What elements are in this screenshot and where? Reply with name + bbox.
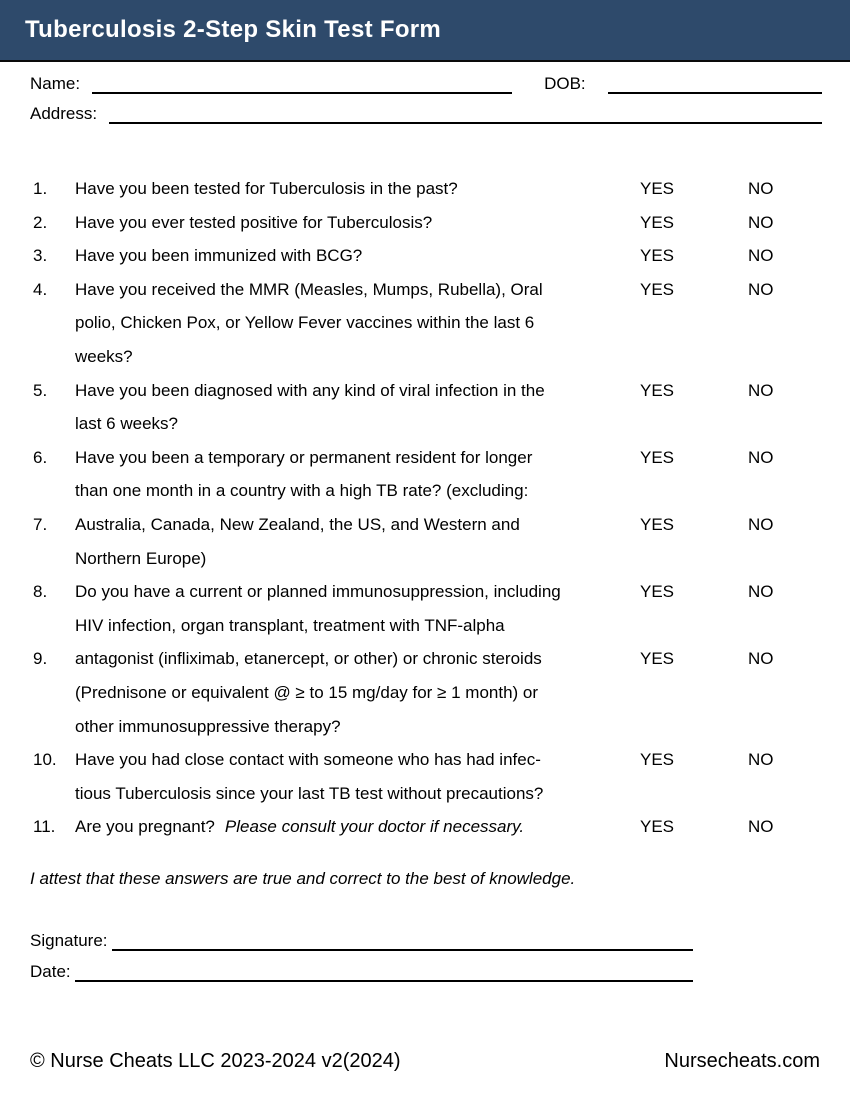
- no-option[interactable]: NO: [748, 514, 774, 534]
- question-number: 8.: [33, 582, 48, 602]
- question-row-4: [33, 273, 822, 374]
- date-input-line[interactable]: [75, 962, 693, 982]
- page-title: Tuberculosis 2-Step Skin Test Form: [25, 16, 442, 43]
- question-row-6: [33, 441, 822, 508]
- no-option[interactable]: NO: [748, 212, 774, 232]
- footer-copyright: © Nurse Cheats LLC 2023-2024 v2(2024): [30, 1050, 401, 1072]
- question-italic-note: Please consult your doctor if necessary.: [224, 817, 525, 837]
- question-row-10: [33, 743, 822, 810]
- date-label: Date:: [30, 962, 71, 981]
- question-number: 4.: [33, 279, 48, 299]
- address-field-label: Address:: [30, 104, 98, 123]
- questions-list: [0, 172, 850, 844]
- question-row-3: [33, 239, 822, 273]
- question-text: Have you been a temporary or permanent resident for longer than one month in a country with a high TB rate? (excluding:: [75, 447, 533, 501]
- name-field-label: Name:: [30, 74, 81, 93]
- question-text: Have you been tested for Tuberculosis in the past?: [75, 179, 458, 198]
- yes-option[interactable]: YES: [640, 514, 675, 534]
- address-input-line[interactable]: [109, 104, 822, 124]
- question-row-9: [33, 642, 822, 743]
- no-option[interactable]: NO: [748, 380, 774, 400]
- question-text: Are you pregnant? Please consult your doctor if necessary.: [75, 817, 525, 837]
- no-option[interactable]: NO: [748, 649, 774, 669]
- question-row-7: [33, 508, 822, 575]
- question-text: Have you received the MMR (Measles, Mumps, Rubella), Oral polio, Chicken Pox, or Yellow Fever vaccines within the last 6 weeks?: [75, 279, 543, 366]
- signature-row: [30, 922, 693, 951]
- yes-option[interactable]: YES: [640, 246, 675, 266]
- question-row-2: [33, 206, 822, 240]
- address-row: [30, 94, 822, 124]
- question-row-5: [33, 374, 822, 441]
- name-input-line[interactable]: [92, 74, 512, 94]
- yes-option[interactable]: YES: [640, 750, 675, 770]
- footer-website: Nursecheats.com: [664, 1050, 820, 1072]
- yes-option[interactable]: YES: [640, 447, 675, 467]
- question-row-8: [33, 575, 822, 642]
- question-text: Have you been diagnosed with any kind of viral infection in the last 6 weeks?: [75, 380, 545, 434]
- yes-option[interactable]: YES: [640, 212, 675, 232]
- no-option[interactable]: NO: [748, 279, 774, 299]
- attestation-text: I attest that these answers are true and correct to the best of knowledge.: [30, 869, 576, 888]
- no-option[interactable]: NO: [748, 817, 774, 837]
- yes-option[interactable]: YES: [640, 582, 675, 602]
- name-dob-row: [30, 64, 822, 94]
- yes-option[interactable]: YES: [640, 817, 675, 837]
- no-option[interactable]: NO: [748, 447, 774, 467]
- question-text: Australia, Canada, New Zealand, the US, and Western and Northern Europe): [75, 514, 520, 568]
- yes-option[interactable]: YES: [640, 179, 675, 198]
- footer: [30, 1050, 820, 1073]
- header-bar: [0, 0, 850, 62]
- question-text: antagonist (infliximab, etanercept, or other) or chronic steroids (Prednisone or equivalent @ ≥ to 15 mg/day for ≥ 1 month) or other immunosuppressive therapy?: [75, 649, 542, 736]
- question-number: 3.: [33, 246, 48, 266]
- no-option[interactable]: NO: [748, 179, 774, 198]
- patient-info-section: [30, 64, 822, 124]
- question-row-11: [33, 810, 822, 844]
- question-text: Have you been immunized with BCG?: [75, 246, 363, 266]
- signature-input-line[interactable]: [112, 931, 694, 951]
- question-number: 10.: [33, 750, 57, 770]
- question-number: 6.: [33, 447, 48, 467]
- no-option[interactable]: NO: [748, 750, 774, 770]
- question-number: 5.: [33, 380, 48, 400]
- question-number: 9.: [33, 649, 48, 669]
- question-number: 1.: [33, 179, 48, 198]
- date-row: [30, 953, 693, 982]
- no-option[interactable]: NO: [748, 246, 774, 266]
- question-number: 11.: [33, 817, 56, 837]
- question-text: Have you ever tested positive for Tuberculosis?: [75, 212, 433, 232]
- yes-option[interactable]: YES: [640, 649, 675, 669]
- yes-option[interactable]: YES: [640, 380, 675, 400]
- signature-section: [30, 922, 693, 984]
- question-text: Have you had close contact with someone who has had infec- tious Tuberculosis since your last TB test without precautions?: [75, 750, 544, 803]
- question-text: Do you have a current or planned immunosuppression, including HIV infection, organ transplant, treatment with TNF-alpha: [75, 582, 561, 635]
- no-option[interactable]: NO: [748, 582, 774, 602]
- yes-option[interactable]: YES: [640, 279, 675, 299]
- dob-field-label: DOB:: [544, 74, 586, 93]
- question-row-1: [33, 172, 822, 206]
- question-number: 2.: [33, 212, 48, 232]
- dob-input-line[interactable]: [608, 74, 822, 94]
- question-number: 7.: [33, 514, 48, 534]
- signature-label: Signature:: [30, 931, 108, 950]
